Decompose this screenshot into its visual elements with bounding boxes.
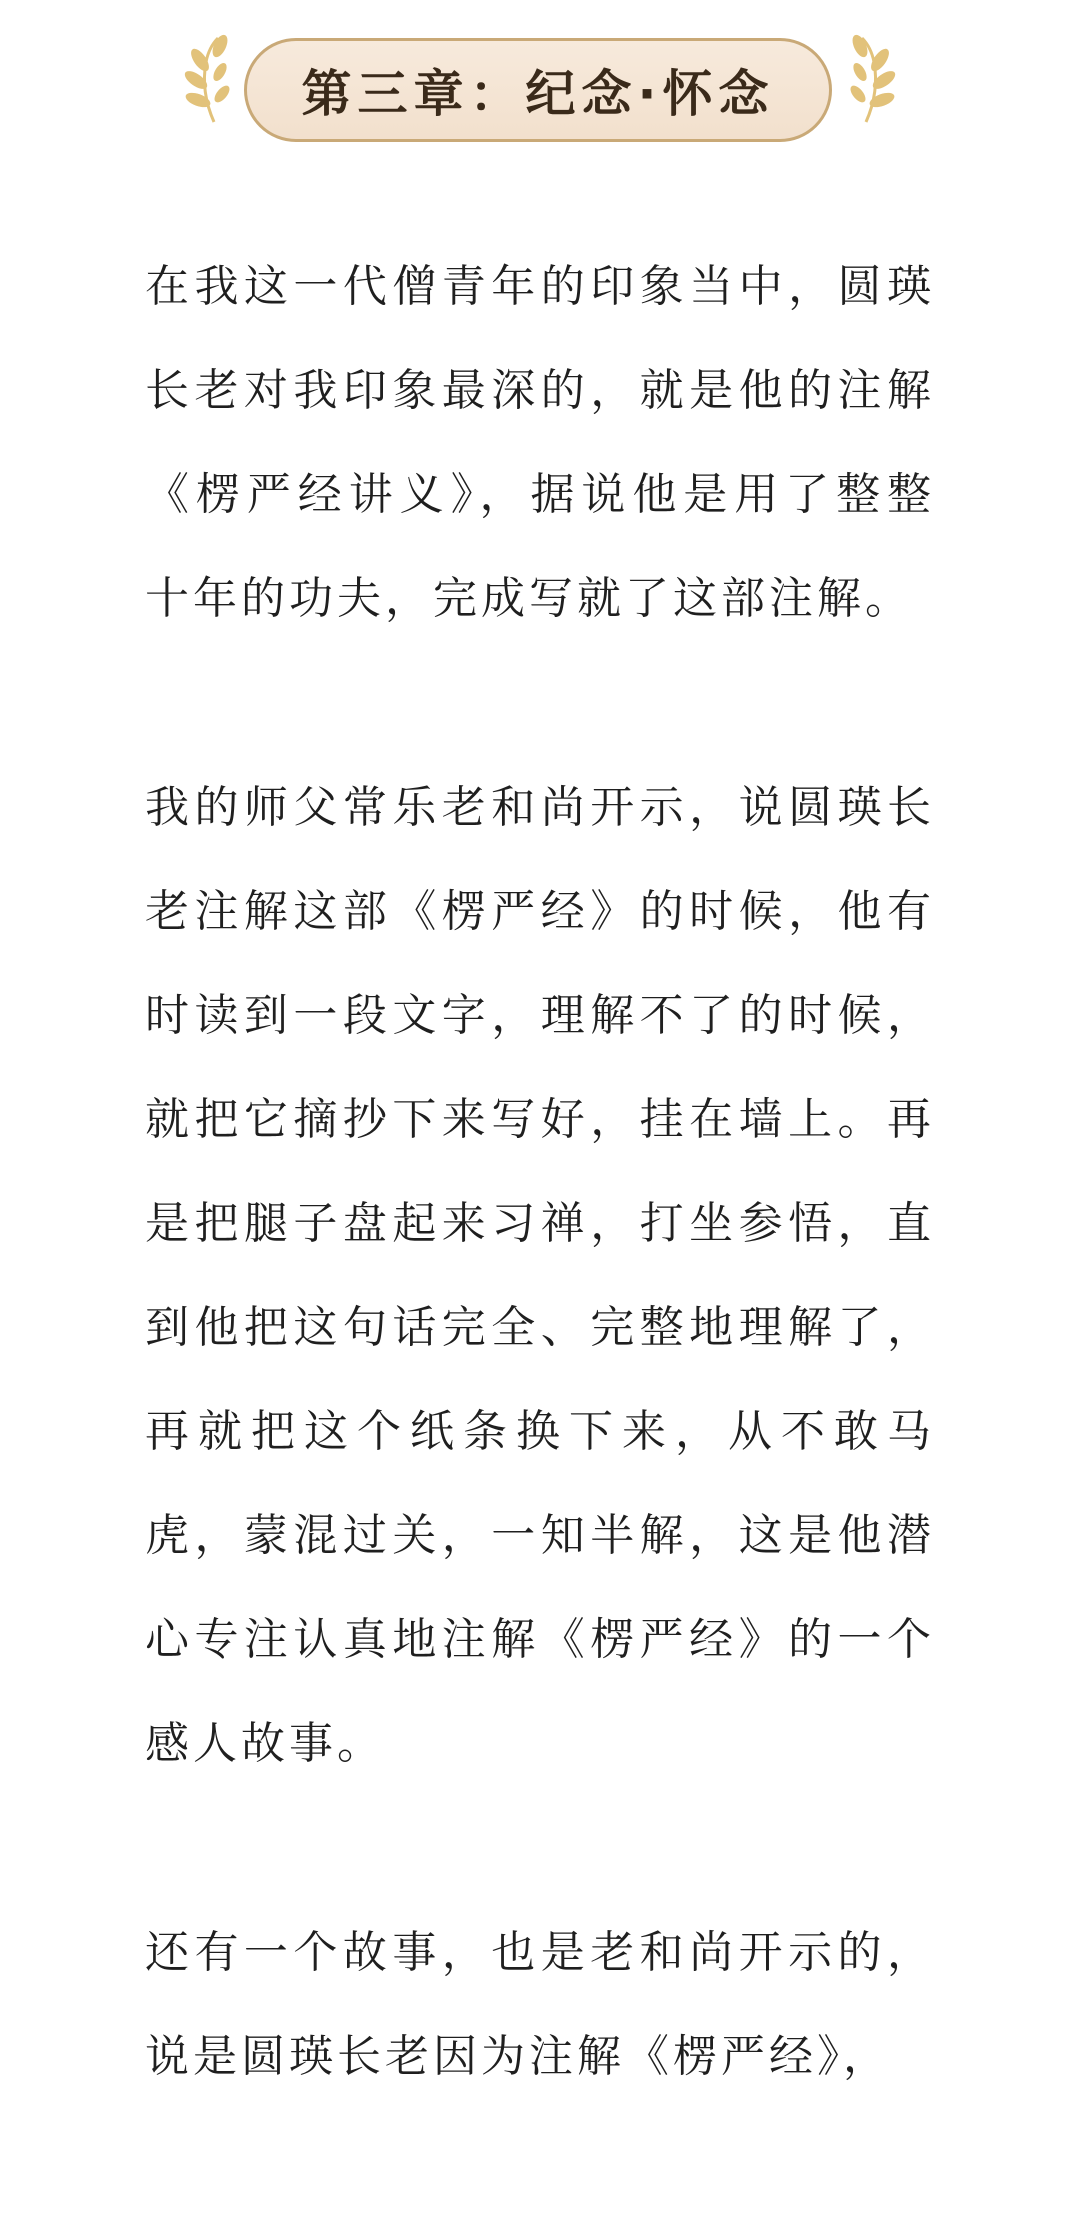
chapter-header [0, 0, 1080, 160]
paragraph: 在我这一代僧青年的印象当中，圆瑛长老对我印象最深的，就是他的注解《楞严经讲义》，据说他是用了整整十年的功夫，完成写就了这部注解。 [145, 261, 935, 624]
paragraph: 还有一个故事，也是老和尚开示的，说是圆瑛长老因为注解《楞严经》， [145, 1927, 935, 2082]
chapter-title-badge [244, 38, 832, 142]
laurel-branch-icon [834, 34, 904, 124]
article-body [145, 235, 935, 2214]
paragraph: 我的师父常乐老和尚开示，说圆瑛长老注解这部《楞严经》的时候，他有时读到一段文字，理解不了的时候，就把它摘抄下来写好，挂在墙上。再是把腿子盘起来习禅，打坐参悟，直到他把这句话完全、完整地理解了，再就把这个纸条换下来，从不敢马虎，蒙混过关，一知半解，这是他潜心专注认真地注解《楞严经》的一个感人故事。 [145, 782, 935, 1769]
chapter-title: 第三章：纪念·怀念 [301, 65, 775, 123]
laurel-branch-icon [176, 34, 246, 124]
